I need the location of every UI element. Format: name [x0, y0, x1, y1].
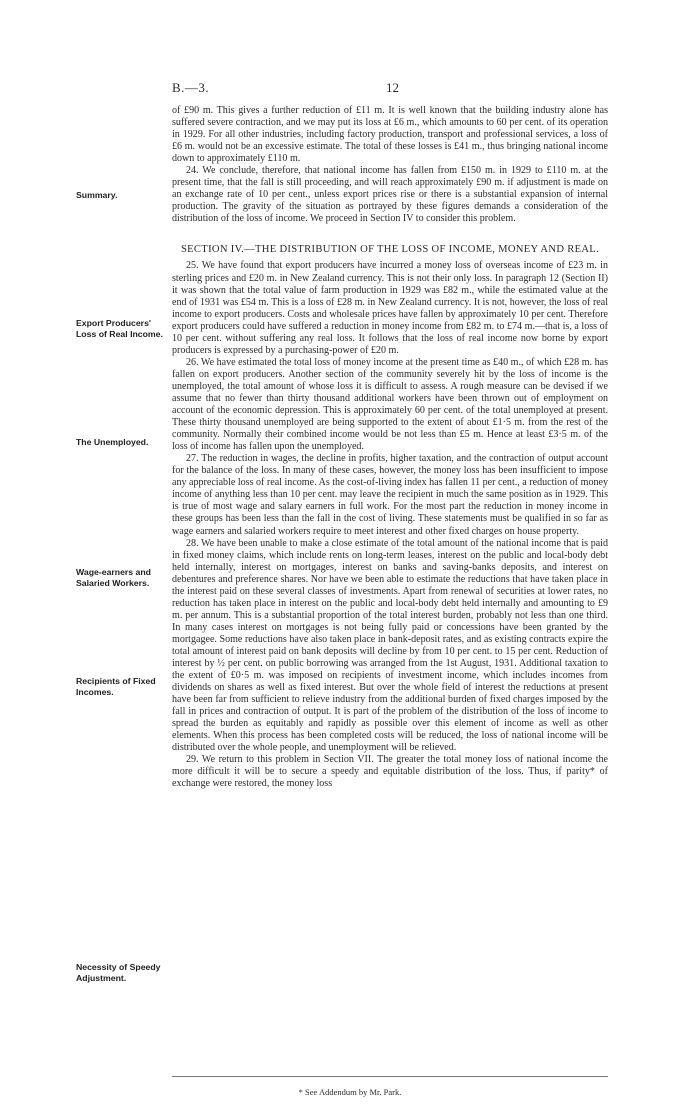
side-note-unemployed: The Unemployed. — [76, 437, 149, 447]
side-note-wage-earners: Wage-earners and Salaried Workers. — [76, 567, 151, 588]
page-number: 12 — [386, 80, 399, 95]
footnote: * See Addendum by Mr. Park. — [298, 1087, 402, 1097]
paragraph-29: 29. We return to this problem in Section VII. The greater the total money loss of national income the more difficult it will be to secure a speedy and equitable distribution of the loss. Thus, if parity* of exchange were restored, the money loss — [172, 754, 608, 790]
side-note-summary: Summary. — [76, 190, 118, 200]
footnote-rule — [172, 1076, 608, 1077]
section-title: SECTION IV.—THE DISTRIBUTION OF THE LOSS OF INCOME, MONEY AND REAL. — [180, 244, 600, 256]
paragraph-24: 24. We conclude, therefore, that national income has fallen from £150 m. in 1929 to £110 m. at the present time, that the fall is still proceeding, and will reach approximately £90 m. if adjustment is made on an exchange rate of 10 per cent., unless export prices rise or there is a substantial expansion of internal production. The gravity of the situation as portrayed by these figures demands a consideration of the distribution of the loss of income. We proceed in Section IV to consider this problem. — [172, 165, 608, 225]
side-note-export-producers: Export Producers' Loss of Real Income. — [76, 318, 163, 339]
paragraph-intro: of £90 m. This gives a further reduction of £11 m. It is well known that the building industry alone has suffered severe contraction, and we may put its loss at £6 m., which amounts to 60 per cent. of its operation in 1929. For all other industries, including factory production, transport and professional services, a loss of £6 m. would not be an excessive estimate. The total of these losses is £41 m., thus bringing national income down to approximately £110 m. — [172, 105, 608, 165]
side-note-fixed-incomes: Recipients of Fixed Incomes. — [76, 676, 156, 697]
paragraph-26: 26. We have estimated the total loss of money income at the present time as £40 m., of which £28 m. has fallen on export producers. Another section of the community severely hit by the loss of income is the unemployed, the total amount of whose loss it is difficult to assess. A rough measure can be devised if we assume that no fewer than thirty thousand additional workers have been thrown out of employment on account of the economic depression. This is approximately 60 per cent. of the total unemployed at present. These thirty thousand unemployed are being supported to the extent of about £1·5 m. from the rest of the community. Normally their combined income would be not less than £5 m. Hence at least £3·5 m. of the loss of income has fallen upon the unemployed. — [172, 356, 608, 453]
document-reference: B.—3. — [172, 80, 210, 95]
side-note-speedy-adjustment: Necessity of Speedy Adjustment. — [76, 962, 161, 983]
paragraph-27: 27. The reduction in wages, the decline in profits, higher taxation, and the contraction of output account for the balance of the loss. In many of these cases, however, the money loss has been insufficient to impose any appreciable loss of real income. As the cost-of-living index has fallen 11 per cent., a reduction of money income of anything less than 10 per cent. may leave the recipient in much the same position as in 1929. This is true of most wage and salary earners in full work. For the most part the reduction in money income in these groups has been less than the fall in the cost of living. These statements must be qualified in so far as wage earners and salaried workers require to meet interest and other fixed charges on house property. — [172, 453, 608, 537]
paragraph-28: 28. We have been unable to make a close estimate of the total amount of the national income that is paid in fixed money claims, which include rents on long-term leases, interest on the public and local-body debt held internally, interest on mortgages, interest on banks and saving-banks deposits, and interest on debentures and preference shares. Nor have we been able to estimate the reductions that have taken place in the interest paid on these several classes of investments. Apart from renewal of securities at lower rates, no reduction has taken place in interest on the public and local-body debt held internally and amounting to £9 m. per annum. This is a substantial proportion of the total interest burden, probably not less than one third. In many cases interest on mortgages is not being fully paid or concessions have been granted by the mortgagee. Some reductions have also taken place in bank-deposit rates, and as existing contracts expire the total amount of interest paid on bank deposits will decline by from 10 per cent. to 15 per cent. Reduction of interest by ½ per cent. on public borrowing was arranged from the 1st August, 1931. Additional taxation to the extent of £0·5 m. was imposed on recipients of investment income, which includes incomes from dividends on shares as well as fixed interest. But over the whole field of interest the reductions at present have been far from sufficient to relieve industry from the additional burden of fixed charges imposed by the fall in prices and contraction of output. It is part of the problem of the distribution of the loss of income to spread the burden as equitably and rapidly as possible over this element of income as well as other elements. When this process has been completed costs will be reduced, the loss of national income will be distributed over the whole people, and unemployment will be relieved. — [172, 537, 608, 754]
document-body — [172, 105, 608, 791]
paragraph-25: 25. We have found that export producers have incurred a money loss of overseas income of £23 m. in sterling prices and £20 m. in New Zealand currency. This is not their only loss. In paragraph 12 (Section II) it was shown that the total value of farm production in 1929 was £82 m., while the estimated value at the end of 1931 was £54 m. This is a loss of £28 m. in New Zealand currency. It is not, however, the loss of real income to export producers. Costs and wholesale prices have fallen by approximately 10 per cent. Therefore export producers could have suffered a reduction in money income from £82 m. to £74 m.—that is, a loss of 10 per cent. without suffering any real loss. It follows that the loss of real income now borne by export producers is expressed by a purchasing-power of £20 m. — [172, 260, 608, 356]
